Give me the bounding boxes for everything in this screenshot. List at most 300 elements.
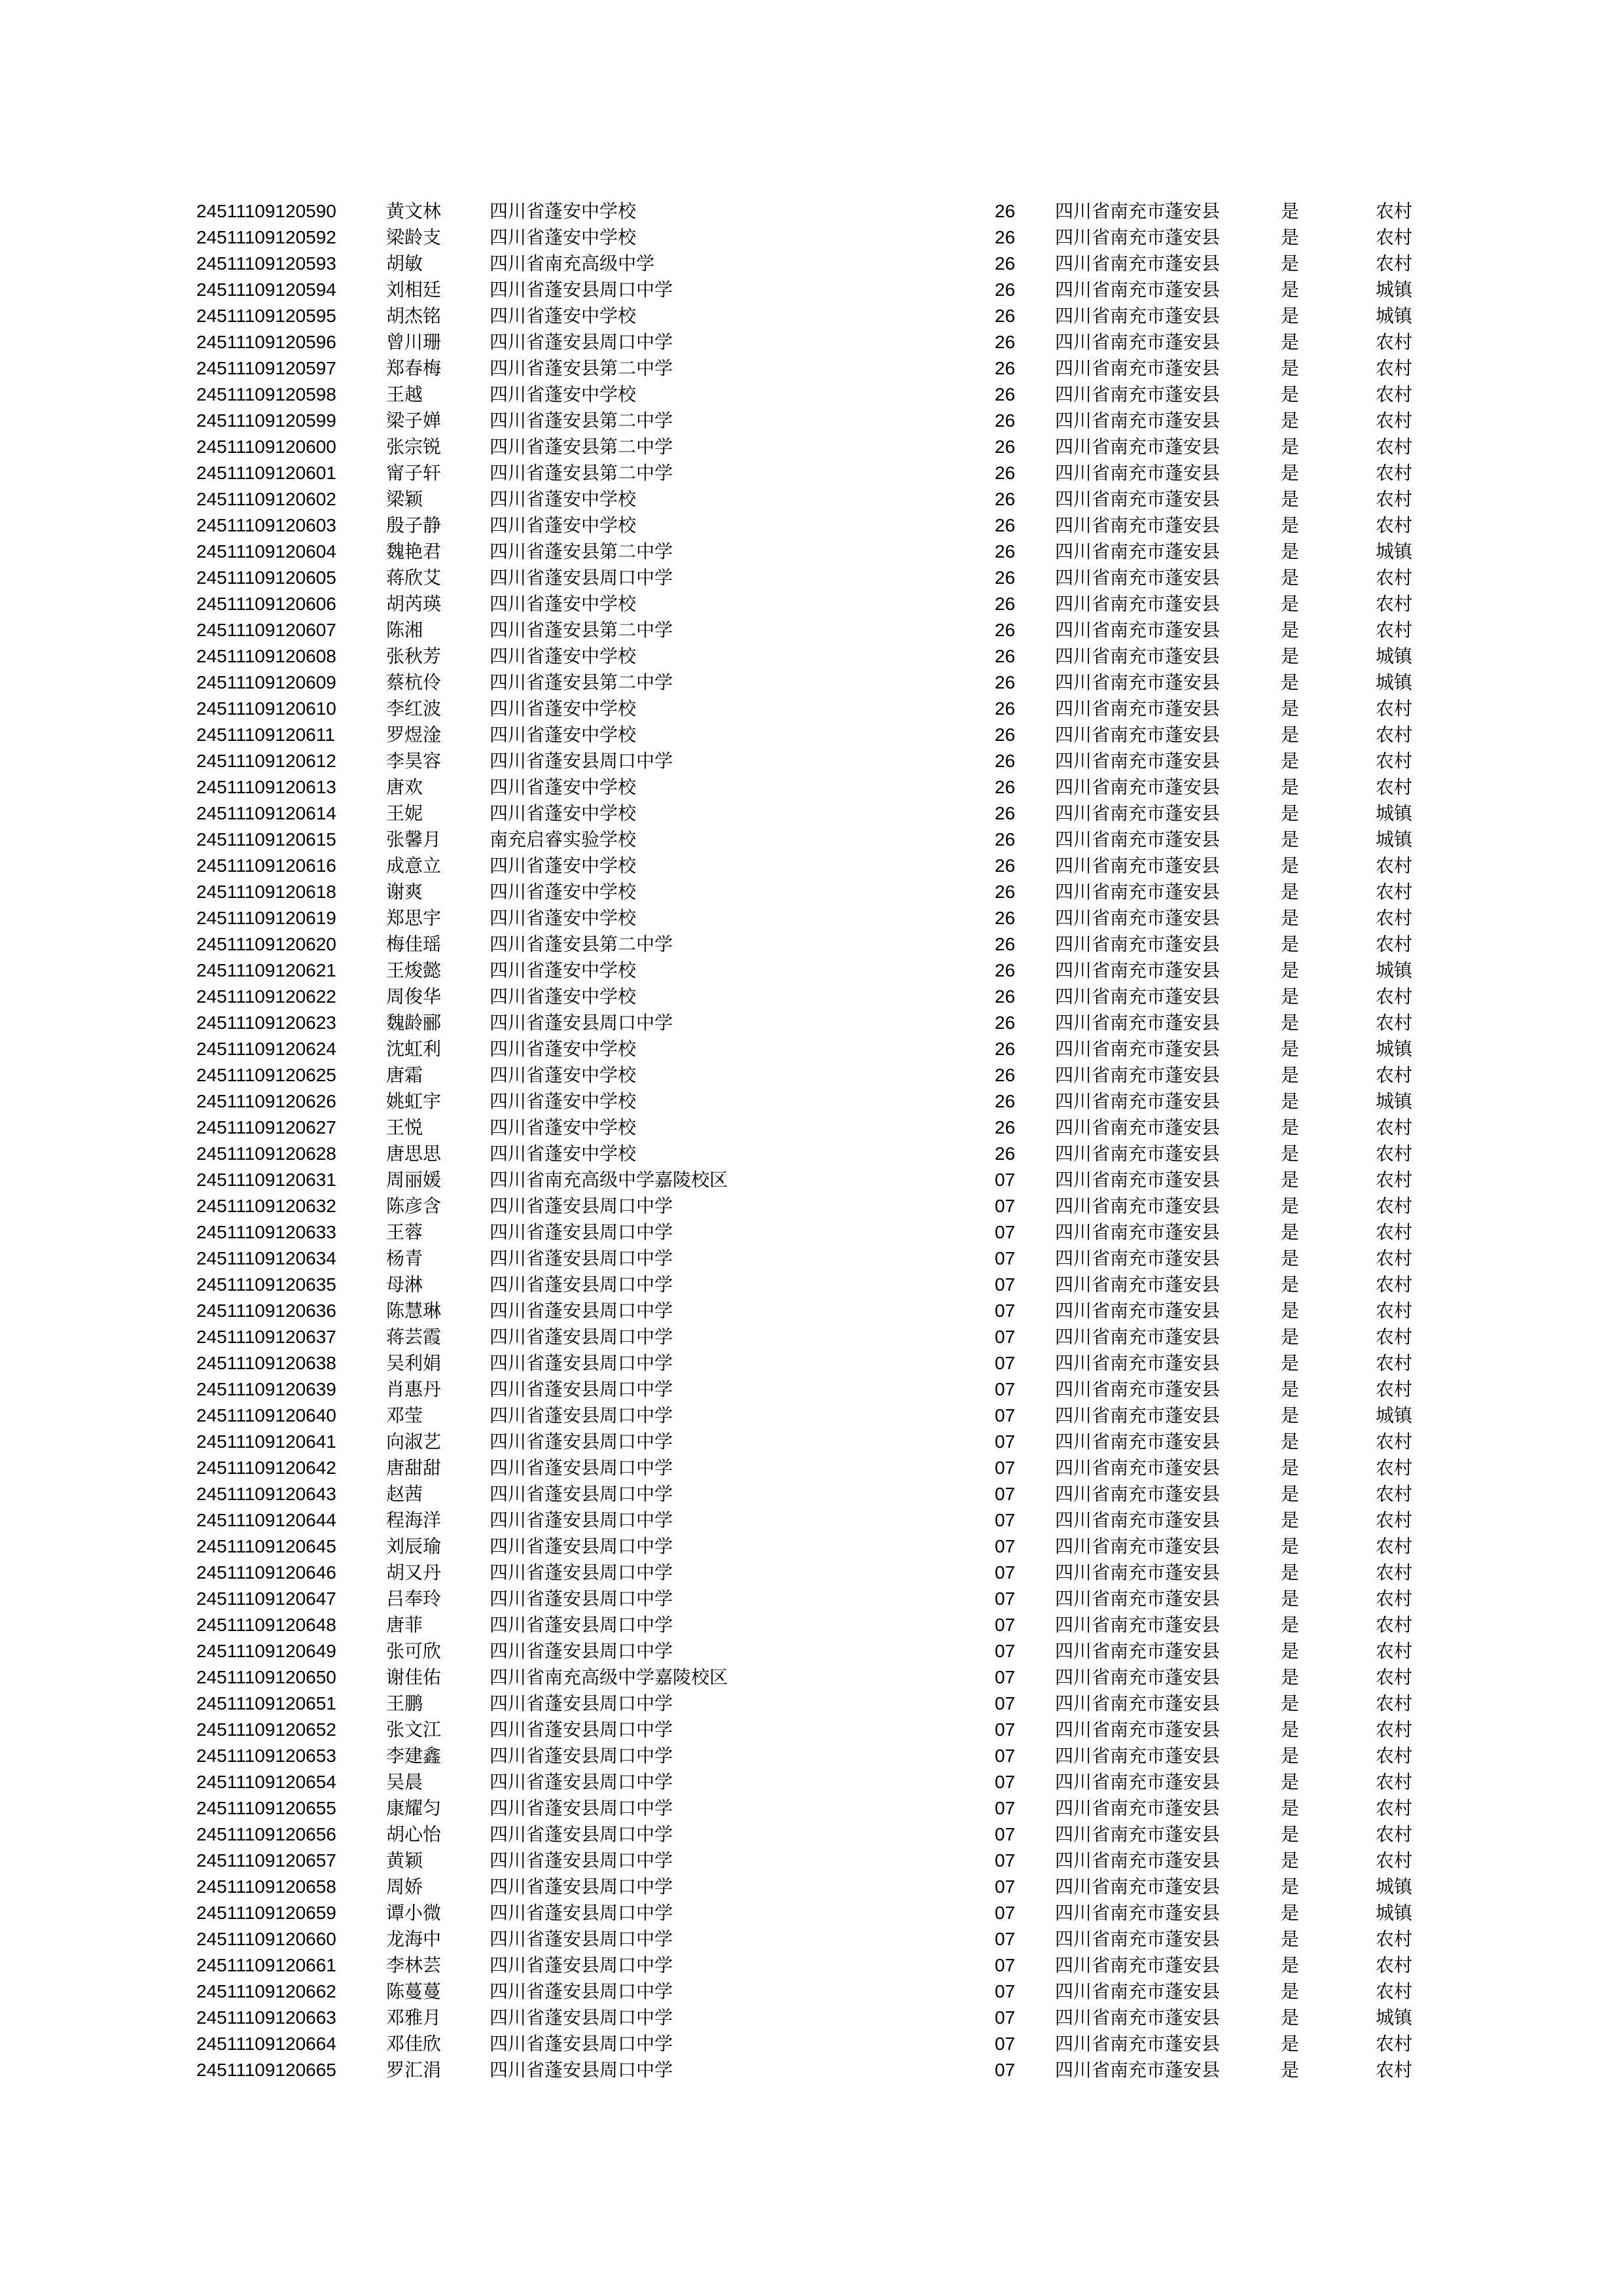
table-row [196,800,1427,827]
category-code-cell: 26 [995,986,1016,1007]
category-code-cell: 26 [995,384,1016,404]
category-code-cell: 07 [995,1850,1016,1871]
school-cell: 四川省蓬安县周口中学 [490,1588,673,1609]
category-code-cell: 26 [995,698,1016,719]
household-address-cell: 四川省南充市蓬安县 [1055,384,1221,405]
eligibility-cell: 是 [1281,960,1300,981]
category-code-cell: 26 [995,489,1016,509]
household-address-cell: 四川省南充市蓬安县 [1055,1954,1221,1976]
school-cell: 四川省蓬安县周口中学 [490,1719,673,1740]
student-name-cell: 邓雅月 [386,2007,442,2028]
school-cell: 四川省蓬安中学校 [490,200,637,222]
exam-number-cell: 24511109120611 [196,725,335,745]
eligibility-cell: 是 [1281,488,1300,510]
school-cell: 四川省蓬安中学校 [490,1117,637,1138]
residence-type-cell: 城镇 [1376,1038,1413,1060]
residence-type-cell: 农村 [1376,226,1413,248]
eligibility-cell: 是 [1281,933,1300,955]
category-code-cell: 07 [995,1824,1016,1844]
exam-number-cell: 24511109120650 [196,1667,336,1687]
student-name-cell: 周丽媛 [386,1169,442,1191]
eligibility-cell: 是 [1281,514,1300,536]
exam-number-cell: 24511109120592 [196,227,336,247]
table-row [196,277,1427,303]
category-code-cell: 07 [995,1431,1016,1452]
eligibility-cell: 是 [1281,1928,1300,1950]
household-address-cell: 四川省南充市蓬安县 [1055,907,1221,929]
student-name-cell: 李红波 [386,698,442,719]
student-name-cell: 罗汇涓 [386,2059,442,2081]
table-row [196,1664,1427,1691]
household-address-cell: 四川省南充市蓬安县 [1055,567,1221,588]
residence-type-cell: 农村 [1376,331,1413,353]
table-row [196,748,1427,774]
eligibility-cell: 是 [1281,1326,1300,1348]
exam-number-cell: 24511109120635 [196,1274,336,1295]
student-name-cell: 赵茜 [386,1483,423,1505]
student-name-cell: 黄文林 [386,200,442,222]
table-row [196,329,1427,355]
table-row [196,1534,1427,1560]
eligibility-cell: 是 [1281,541,1300,562]
table-row [196,1141,1427,1167]
student-name-cell: 曾川珊 [386,331,442,353]
table-row [196,1743,1427,1769]
exam-number-cell: 24511109120652 [196,1719,336,1740]
exam-number-cell: 24511109120606 [196,594,336,614]
school-cell: 四川省蓬安县周口中学 [490,1745,673,1767]
eligibility-cell: 是 [1281,1509,1300,1531]
school-cell: 四川省蓬安县周口中学 [490,1640,673,1662]
exam-number-cell: 24511109120596 [196,332,336,352]
exam-number-cell: 24511109120618 [196,882,336,902]
exam-number-cell: 24511109120614 [196,803,336,823]
household-address-cell: 四川省南充市蓬安县 [1055,1902,1221,1924]
exam-number-cell: 24511109120598 [196,384,336,404]
student-name-cell: 王焌懿 [386,960,442,981]
student-name-cell: 刘相廷 [386,279,442,300]
school-cell: 四川省蓬安县周口中学 [490,1693,673,1714]
residence-type-cell: 农村 [1376,855,1413,876]
exam-number-cell: 24511109120599 [196,410,336,431]
student-name-cell: 梅佳瑶 [386,933,442,955]
student-name-cell: 周俊华 [386,986,442,1007]
table-row [196,1193,1427,1219]
table-row [196,224,1427,251]
category-code-cell: 07 [995,1876,1016,1897]
household-address-cell: 四川省南充市蓬安县 [1055,1352,1221,1374]
student-name-cell: 殷子静 [386,514,442,536]
household-address-cell: 四川省南充市蓬安县 [1055,1850,1221,1871]
household-address-cell: 四川省南充市蓬安县 [1055,1981,1221,2002]
residence-type-cell: 城镇 [1376,829,1413,850]
household-address-cell: 四川省南充市蓬安县 [1055,724,1221,745]
table-row [196,1900,1427,1926]
table-row [196,931,1427,958]
student-name-cell: 胡心怡 [386,1823,442,1845]
category-code-cell: 26 [995,358,1016,378]
student-name-cell: 李林芸 [386,1954,442,1976]
household-address-cell: 四川省南充市蓬安县 [1055,802,1221,824]
eligibility-cell: 是 [1281,305,1300,327]
school-cell: 四川省蓬安县周口中学 [490,750,673,772]
category-code-cell: 26 [995,908,1016,928]
table-row [196,1586,1427,1612]
residence-type-cell: 城镇 [1376,645,1413,667]
eligibility-cell: 是 [1281,1195,1300,1217]
table-row [196,1403,1427,1429]
school-cell: 四川省蓬安县周口中学 [490,1378,673,1400]
residence-type-cell: 农村 [1376,1745,1413,1767]
eligibility-cell: 是 [1281,1954,1300,1976]
category-code-cell: 26 [995,882,1016,902]
household-address-cell: 四川省南充市蓬安县 [1055,750,1221,772]
eligibility-cell: 是 [1281,776,1300,798]
household-address-cell: 四川省南充市蓬安县 [1055,855,1221,876]
table-row [196,1691,1427,1717]
table-row [196,905,1427,931]
household-address-cell: 四川省南充市蓬安县 [1055,200,1221,222]
exam-number-cell: 24511109120597 [196,358,336,378]
household-address-cell: 四川省南充市蓬安县 [1055,253,1221,274]
household-address-cell: 四川省南充市蓬安县 [1055,1221,1221,1243]
category-code-cell: 26 [995,1039,1016,1059]
student-name-cell: 蒋欣艾 [386,567,442,588]
roster-table-body [196,198,1427,2083]
school-cell: 四川省蓬安中学校 [490,305,637,327]
residence-type-cell: 城镇 [1376,1902,1413,1924]
table-row [196,198,1427,224]
category-code-cell: 07 [995,1955,1016,1975]
eligibility-cell: 是 [1281,567,1300,588]
student-name-cell: 陈湘 [386,619,423,641]
residence-type-cell: 农村 [1376,1378,1413,1400]
student-name-cell: 胡敏 [386,253,423,274]
eligibility-cell: 是 [1281,2059,1300,2081]
student-name-cell: 唐思思 [386,1143,442,1164]
category-code-cell: 26 [995,725,1016,745]
school-cell: 四川省蓬安县周口中学 [490,1012,673,1033]
category-code-cell: 07 [995,1300,1016,1321]
school-cell: 四川省蓬安中学校 [490,698,637,719]
exam-number-cell: 24511109120665 [196,2060,336,2080]
school-cell: 四川省蓬安中学校 [490,802,637,824]
eligibility-cell: 是 [1281,1693,1300,1714]
residence-type-cell: 农村 [1376,593,1413,615]
exam-number-cell: 24511109120636 [196,1300,336,1321]
table-row [196,1036,1427,1062]
student-name-cell: 胡杰铭 [386,305,442,327]
category-code-cell: 07 [995,1693,1016,1713]
residence-type-cell: 农村 [1376,1850,1413,1871]
eligibility-cell: 是 [1281,1850,1300,1871]
student-name-cell: 母淋 [386,1274,423,1295]
residence-type-cell: 农村 [1376,750,1413,772]
household-address-cell: 四川省南充市蓬安县 [1055,672,1221,693]
category-code-cell: 07 [995,1615,1016,1635]
household-address-cell: 四川省南充市蓬安县 [1055,1247,1221,1269]
category-code-cell: 07 [995,1484,1016,1504]
school-cell: 四川省蓬安中学校 [490,776,637,798]
residence-type-cell: 农村 [1376,1693,1413,1714]
school-cell: 四川省蓬安县第二中学 [490,672,673,693]
school-cell: 四川省蓬安县第二中学 [490,541,673,562]
exam-number-cell: 24511109120603 [196,515,336,535]
category-code-cell: 26 [995,410,1016,431]
table-row [196,774,1427,800]
residence-type-cell: 农村 [1376,1588,1413,1609]
household-address-cell: 四川省南充市蓬安县 [1055,488,1221,510]
student-name-cell: 陈彦含 [386,1195,442,1217]
exam-number-cell: 24511109120593 [196,253,336,274]
category-code-cell: 07 [995,1929,1016,1949]
student-name-cell: 梁颖 [386,488,423,510]
table-row [196,251,1427,277]
student-name-cell: 梁子婵 [386,410,442,431]
school-cell: 四川省蓬安县周口中学 [490,567,673,588]
table-row [196,1795,1427,1821]
residence-type-cell: 农村 [1376,1274,1413,1295]
category-code-cell: 07 [995,1719,1016,1740]
residence-type-cell: 农村 [1376,1457,1413,1479]
household-address-cell: 四川省南充市蓬安县 [1055,1326,1221,1348]
exam-number-cell: 24511109120610 [196,698,336,719]
table-row [196,643,1427,670]
table-row [196,722,1427,748]
eligibility-cell: 是 [1281,1247,1300,1269]
exam-number-cell: 24511109120639 [196,1379,336,1399]
household-address-cell: 四川省南充市蓬安县 [1055,1038,1221,1060]
household-address-cell: 四川省南充市蓬安县 [1055,514,1221,536]
student-name-cell: 郑春梅 [386,357,442,379]
school-cell: 四川省蓬安中学校 [490,881,637,903]
residence-type-cell: 农村 [1376,1143,1413,1164]
household-address-cell: 四川省南充市蓬安县 [1055,1797,1221,1819]
residence-type-cell: 农村 [1376,1169,1413,1191]
exam-number-cell: 24511109120631 [196,1170,336,1190]
eligibility-cell: 是 [1281,1981,1300,2002]
category-code-cell: 26 [995,279,1016,300]
eligibility-cell: 是 [1281,1535,1300,1557]
school-cell: 四川省蓬安县第二中学 [490,619,673,641]
exam-number-cell: 24511109120594 [196,279,336,300]
table-row [196,1062,1427,1088]
residence-type-cell: 农村 [1376,567,1413,588]
category-code-cell: 07 [995,1405,1016,1426]
exam-number-cell: 24511109120661 [196,1955,336,1975]
household-address-cell: 四川省南充市蓬安县 [1055,436,1221,457]
school-cell: 四川省蓬安县周口中学 [490,1562,673,1583]
residence-type-cell: 农村 [1376,1064,1413,1086]
school-cell: 四川省蓬安县第二中学 [490,410,673,431]
exam-number-cell: 24511109120649 [196,1641,336,1661]
household-address-cell: 四川省南充市蓬安县 [1055,357,1221,379]
residence-type-cell: 农村 [1376,1431,1413,1452]
eligibility-cell: 是 [1281,1300,1300,1321]
school-cell: 四川省蓬安县周口中学 [490,1221,673,1243]
table-row [196,2005,1427,2031]
household-address-cell: 四川省南充市蓬安县 [1055,1640,1221,1662]
table-row [196,1481,1427,1507]
student-name-cell: 吕奉玲 [386,1588,442,1609]
category-code-cell: 07 [995,2034,1016,2054]
exam-number-cell: 24511109120656 [196,1824,336,1844]
exam-number-cell: 24511109120664 [196,2034,336,2054]
eligibility-cell: 是 [1281,698,1300,719]
exam-number-cell: 24511109120608 [196,646,336,666]
household-address-cell: 四川省南充市蓬安县 [1055,279,1221,300]
table-row [196,827,1427,853]
table-row [196,1979,1427,2005]
exam-number-cell: 24511109120616 [196,855,336,876]
eligibility-cell: 是 [1281,829,1300,850]
eligibility-cell: 是 [1281,2007,1300,2028]
residence-type-cell: 农村 [1376,1981,1413,2002]
residence-type-cell: 农村 [1376,2033,1413,2054]
household-address-cell: 四川省南充市蓬安县 [1055,1300,1221,1321]
exam-number-cell: 24511109120625 [196,1065,336,1085]
table-row [196,1507,1427,1534]
student-name-cell: 陈蔓蔓 [386,1981,442,2002]
table-row [196,1848,1427,1874]
school-cell: 四川省南充高级中学 [490,253,655,274]
exam-number-cell: 24511109120595 [196,306,336,326]
category-code-cell: 07 [995,1772,1016,1792]
household-address-cell: 四川省南充市蓬安县 [1055,1064,1221,1086]
eligibility-cell: 是 [1281,410,1300,431]
exam-number-cell: 24511109120619 [196,908,336,928]
school-cell: 四川省蓬安县周口中学 [490,1771,673,1793]
residence-type-cell: 城镇 [1376,672,1413,693]
exam-number-cell: 24511109120613 [196,777,336,797]
household-address-cell: 四川省南充市蓬安县 [1055,1614,1221,1636]
table-row [196,1115,1427,1141]
table-row [196,1638,1427,1664]
table-row [196,958,1427,984]
category-code-cell: 07 [995,1981,1016,2001]
table-row [196,591,1427,617]
household-address-cell: 四川省南充市蓬安县 [1055,960,1221,981]
student-name-cell: 唐欢 [386,776,423,798]
category-code-cell: 07 [995,1798,1016,1818]
school-cell: 四川省蓬安中学校 [490,724,637,745]
school-cell: 四川省南充高级中学嘉陵校区 [490,1666,728,1688]
eligibility-cell: 是 [1281,279,1300,300]
residence-type-cell: 农村 [1376,619,1413,641]
residence-type-cell: 城镇 [1376,541,1413,562]
residence-type-cell: 农村 [1376,1928,1413,1950]
table-row [196,1246,1427,1272]
roster-table [196,198,1427,2083]
student-name-cell: 向淑艺 [386,1431,442,1452]
category-code-cell: 26 [995,1065,1016,1085]
eligibility-cell: 是 [1281,802,1300,824]
student-name-cell: 成意立 [386,855,442,876]
table-row [196,1272,1427,1298]
category-code-cell: 26 [995,201,1016,221]
table-row [196,1324,1427,1350]
eligibility-cell: 是 [1281,436,1300,457]
category-code-cell: 26 [995,777,1016,797]
exam-number-cell: 24511109120605 [196,567,336,588]
household-address-cell: 四川省南充市蓬安县 [1055,1090,1221,1112]
category-code-cell: 07 [995,1274,1016,1295]
school-cell: 四川省蓬安县周口中学 [490,331,673,353]
category-code-cell: 07 [995,1588,1016,1609]
residence-type-cell: 农村 [1376,1954,1413,1976]
household-address-cell: 四川省南充市蓬安县 [1055,1745,1221,1767]
table-row [196,1167,1427,1193]
eligibility-cell: 是 [1281,619,1300,641]
exam-number-cell: 24511109120627 [196,1117,336,1138]
eligibility-cell: 是 [1281,1588,1300,1609]
eligibility-cell: 是 [1281,724,1300,745]
school-cell: 四川省蓬安县周口中学 [490,1405,673,1426]
table-row [196,1376,1427,1403]
residence-type-cell: 城镇 [1376,1876,1413,1897]
eligibility-cell: 是 [1281,1614,1300,1636]
table-row [196,1926,1427,1952]
eligibility-cell: 是 [1281,672,1300,693]
exam-number-cell: 24511109120659 [196,1903,336,1923]
household-address-cell: 四川省南充市蓬安县 [1055,1483,1221,1505]
eligibility-cell: 是 [1281,750,1300,772]
eligibility-cell: 是 [1281,1823,1300,1845]
residence-type-cell: 农村 [1376,1719,1413,1740]
eligibility-cell: 是 [1281,1117,1300,1138]
eligibility-cell: 是 [1281,1431,1300,1452]
exam-number-cell: 24511109120615 [196,829,336,850]
school-cell: 四川省蓬安县周口中学 [490,1981,673,2002]
residence-type-cell: 农村 [1376,410,1413,431]
residence-type-cell: 农村 [1376,1247,1413,1269]
category-code-cell: 07 [995,1641,1016,1661]
student-name-cell: 谭小微 [386,1902,442,1924]
eligibility-cell: 是 [1281,1666,1300,1688]
school-cell: 四川省蓬安中学校 [490,960,637,981]
table-row [196,1429,1427,1455]
residence-type-cell: 农村 [1376,1483,1413,1505]
table-row [196,303,1427,329]
school-cell: 四川省蓬安县周口中学 [490,1928,673,1950]
student-name-cell: 周娇 [386,1876,423,1897]
household-address-cell: 四川省南充市蓬安县 [1055,619,1221,641]
household-address-cell: 四川省南充市蓬安县 [1055,776,1221,798]
residence-type-cell: 农村 [1376,1012,1413,1033]
eligibility-cell: 是 [1281,1143,1300,1164]
category-code-cell: 26 [995,227,1016,247]
eligibility-cell: 是 [1281,253,1300,274]
category-code-cell: 26 [995,1143,1016,1164]
eligibility-cell: 是 [1281,1038,1300,1060]
eligibility-cell: 是 [1281,1640,1300,1662]
student-name-cell: 王妮 [386,802,423,824]
student-name-cell: 王鹏 [386,1693,423,1714]
category-code-cell: 07 [995,1536,1016,1556]
school-cell: 四川省蓬安县周口中学 [490,2033,673,2054]
household-address-cell: 四川省南充市蓬安县 [1055,829,1221,850]
exam-number-cell: 24511109120647 [196,1588,336,1609]
school-cell: 四川省蓬安县周口中学 [490,1535,673,1557]
residence-type-cell: 农村 [1376,698,1413,719]
table-row [196,1874,1427,1900]
category-code-cell: 26 [995,1013,1016,1033]
exam-number-cell: 24511109120641 [196,1431,336,1452]
household-address-cell: 四川省南充市蓬安县 [1055,1666,1221,1688]
household-address-cell: 四川省南充市蓬安县 [1055,1693,1221,1714]
exam-number-cell: 24511109120622 [196,986,336,1007]
exam-number-cell: 24511109120601 [196,463,336,483]
